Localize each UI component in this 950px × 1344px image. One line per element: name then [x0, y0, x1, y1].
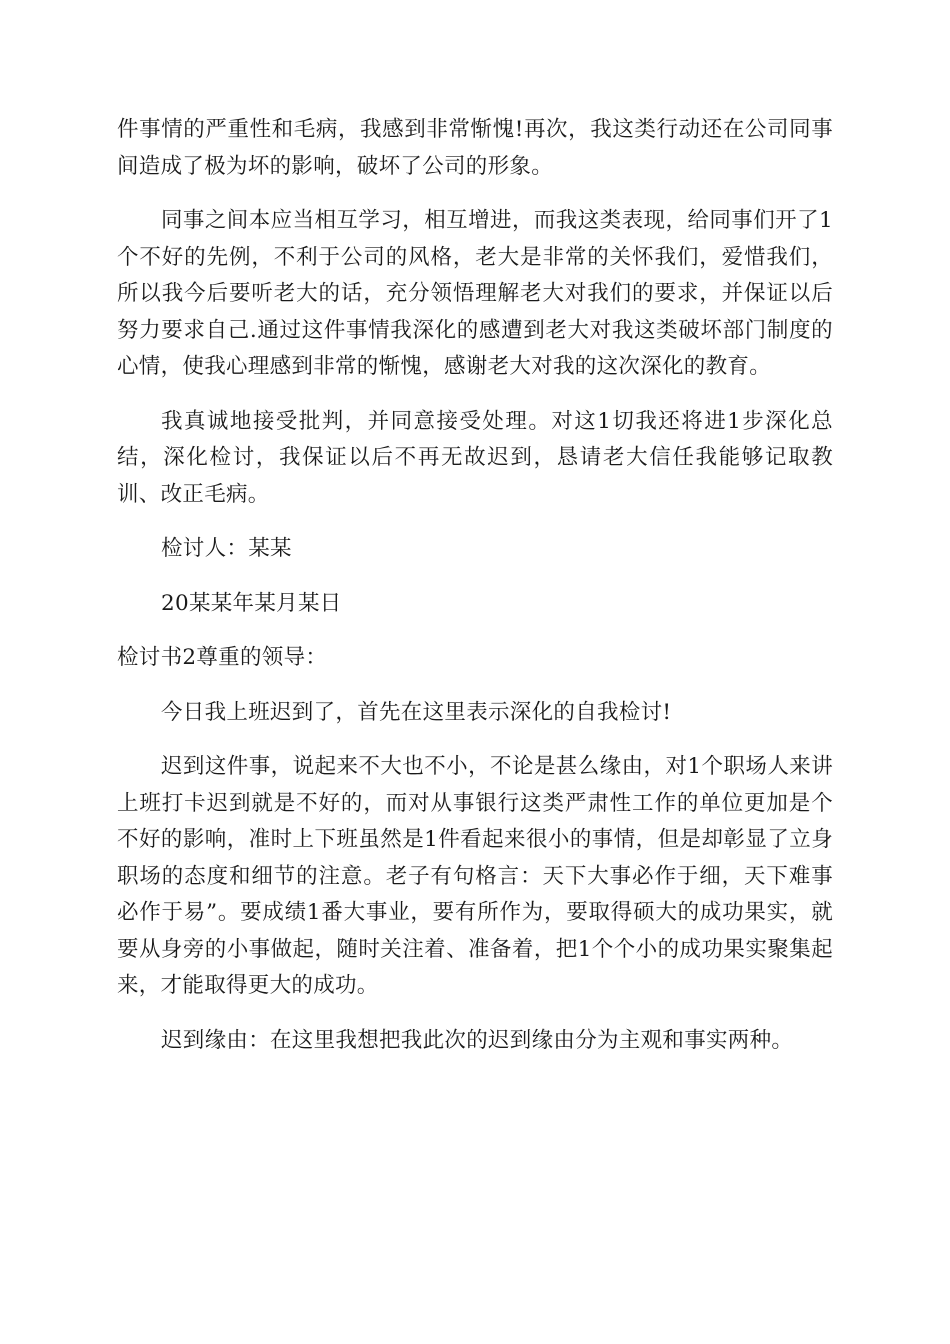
signature-line: 检讨人：某某 [161, 536, 292, 561]
paragraph: 同事之间本应当相互学习，相互增进，而我这类表现，给同事们开了1个不好的先例，不利于公司的风格，老大是非常的关怀我们，爱惜我们，所以我今后要听老大的话，充分领悟理解老大对我们的要求，并保证以后努力要求自己.通过这件事情我深化的感遭到老大对我这类破坏部门制度的心情，使我心理感到非常的惭愧，感谢老大对我的这次深化的教育。 [117, 208, 833, 379]
paragraph: 今日我上班迟到了，首先在这里表示深化的自我检讨! [161, 699, 672, 725]
section-heading: 检讨书2尊重的领导： [117, 645, 328, 670]
document-body [117, 112, 833, 1059]
paragraph: 迟到这件事，说起来不大也不小，不论是甚么缘由，对1个职场人来讲上班打卡迟到就是不好的，而对从事银行这类严肃性工作的单位更加是个不好的影响，准时上下班虽然是1件看起来很小的事情，但是却彰显了立身职场的态度和细节的注意。老子有句格言：天下大事必作于细，天下难事必作于易”。要成绩1番大事业，要有所作为，要取得硕大的成功果实，就要从身旁的小事做起，随时关注着、准备着，把1个个小的成功果实聚集起来，才能取得更大的成功。 [117, 754, 833, 998]
paragraph: 我真诚地接受批判，并同意接受处理。对这1切我还将进1步深化总结，深化检讨，我保证以后不再无故迟到，恳请老大信任我能够记取教训、改正毛病。 [117, 408, 833, 507]
paragraph: 迟到缘由：在这里我想把我此次的迟到缘由分为主观和事实两种。 [161, 1027, 794, 1053]
date-line: 20某某年某月某日 [161, 590, 342, 616]
paragraph: 件事情的严重性和毛病，我感到非常惭愧!再次，我这类行动还在公司同事间造成了极为坏的影响，破坏了公司的形象。 [117, 117, 833, 179]
